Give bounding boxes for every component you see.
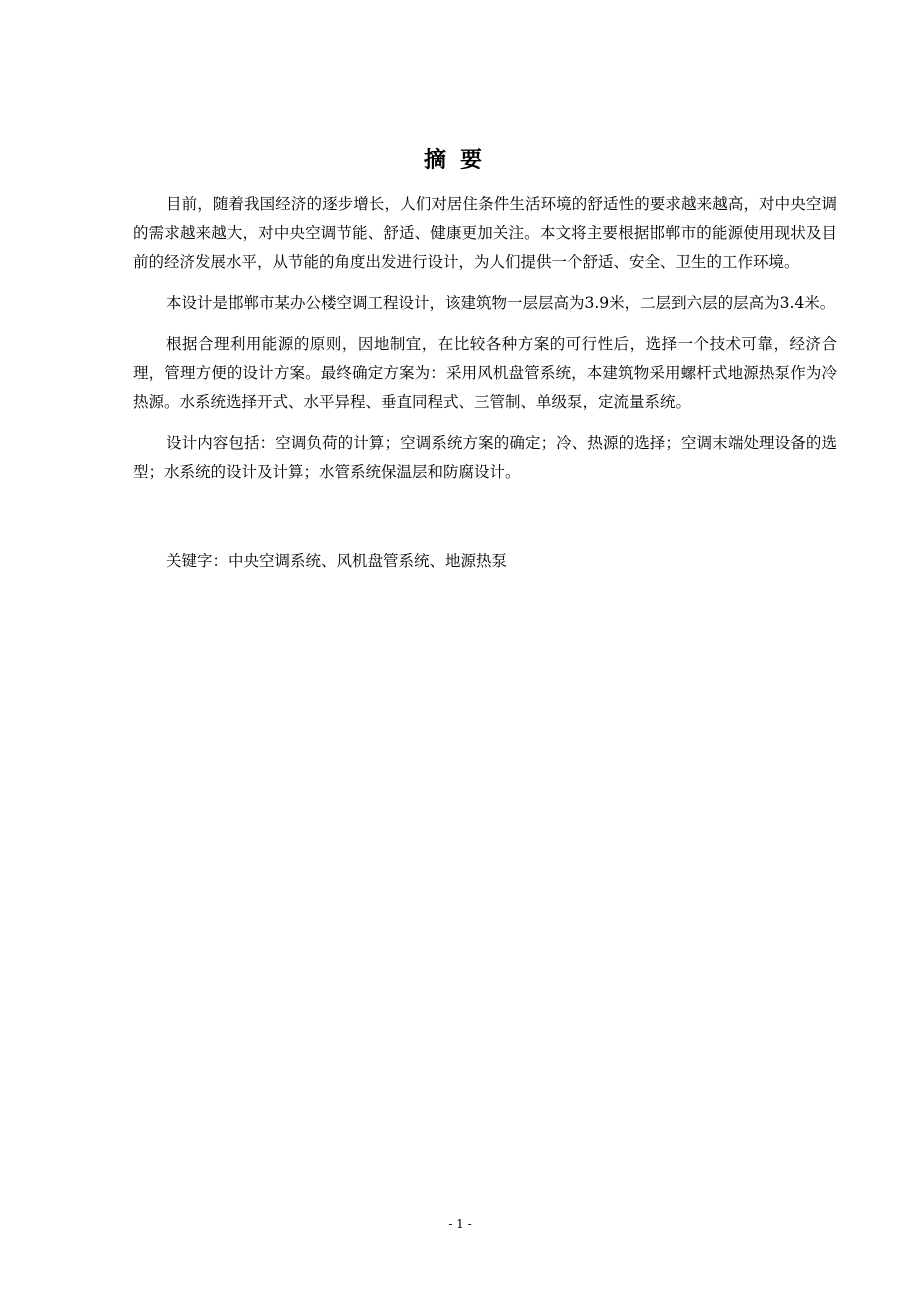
abstract-paragraph-3: 根据合理利用能源的原则，因地制宜，在比较各种方案的可行性后，选择一个技术可靠，经济合理，管理方便的设计方案。最终确定方案为：采用风机盘管系统，本建筑物采用螺杆式地源热泵作为冷热源。水系统选择开式、水平异程、垂直同程式、三管制、单级泵，定流量系统。: [133, 335, 837, 411]
abstract-body: [133, 190, 837, 499]
keywords-line: 关键字：中央空调系统、风机盘管系统、地源热泵: [166, 552, 508, 570]
abstract-paragraph-1: 目前，随着我国经济的逐步增长，人们对居住条件生活环境的舒适性的要求越来越高，对中央空调的需求越来越大，对中央空调节能、舒适、健康更加关注。本文将主要根据邯郸市的能源使用现状及目前的经济发展水平，从节能的角度出发进行设计，为人们提供一个舒适、安全、卫生的工作环境。: [133, 195, 837, 271]
abstract-paragraph-2: 本设计是邯郸市某办公楼空调工程设计，该建筑物一层层高为3.9米，二层到六层的层高为3.4米。: [166, 294, 836, 312]
abstract-title: 摘要: [423, 147, 496, 173]
abstract-paragraph-4: 设计内容包括：空调负荷的计算；空调系统方案的确定；冷、热源的选择；空调末端处理设备的选型；水系统的设计及计算；水管系统保温层和防腐设计。: [133, 434, 837, 481]
page-number: - 1 -: [448, 1217, 472, 1231]
